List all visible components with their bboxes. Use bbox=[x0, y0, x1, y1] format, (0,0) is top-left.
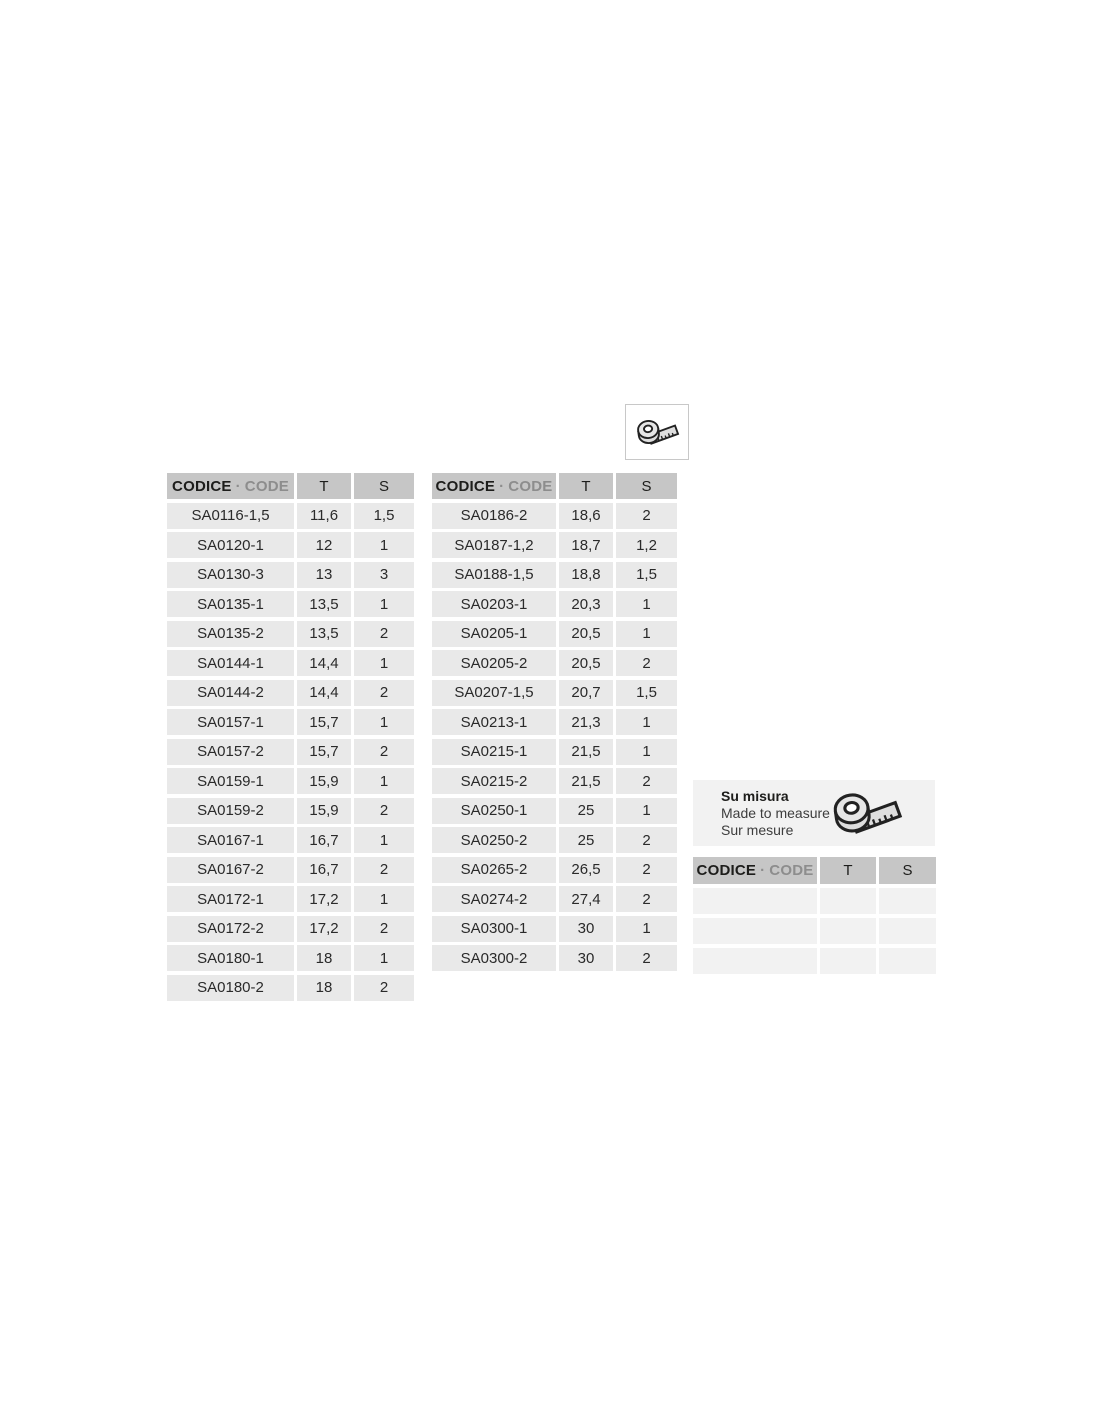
empty-table-row bbox=[693, 918, 936, 944]
table-row bbox=[167, 975, 414, 1001]
t-cell: 16,7 bbox=[297, 857, 351, 883]
table-row bbox=[432, 827, 677, 853]
t-cell: 15,9 bbox=[297, 798, 351, 824]
empty-table-row bbox=[693, 888, 936, 914]
s-cell: 1,5 bbox=[354, 503, 414, 529]
code-cell: SA0207-1,5 bbox=[432, 680, 556, 706]
table-row bbox=[432, 709, 677, 735]
header-separator: · bbox=[235, 477, 241, 495]
t-cell: 15,9 bbox=[297, 768, 351, 794]
made-to-measure-label: Made to measure bbox=[721, 804, 830, 821]
code-cell: SA0167-1 bbox=[167, 827, 294, 853]
t-cell: 18 bbox=[297, 945, 351, 971]
empty-table-row bbox=[693, 948, 936, 974]
s-cell: 1 bbox=[354, 945, 414, 971]
code-cell: SA0215-1 bbox=[432, 739, 556, 765]
table-row bbox=[167, 739, 414, 765]
s-cell: 2 bbox=[616, 857, 677, 883]
table-row bbox=[167, 532, 414, 558]
table-row bbox=[432, 857, 677, 883]
code-cell: SA0180-1 bbox=[167, 945, 294, 971]
measuring-tape-box bbox=[625, 404, 689, 460]
su-misura-label: Su misura bbox=[721, 787, 789, 804]
table-row bbox=[432, 916, 677, 942]
s-cell: 1,5 bbox=[616, 680, 677, 706]
table-row bbox=[432, 886, 677, 912]
s-cell: 2 bbox=[616, 886, 677, 912]
s-header: S bbox=[616, 473, 677, 499]
table-row bbox=[432, 798, 677, 824]
code-cell: SA0180-2 bbox=[167, 975, 294, 1001]
table-header bbox=[432, 473, 677, 499]
s-cell: 2 bbox=[354, 857, 414, 883]
s-cell: 2 bbox=[616, 650, 677, 676]
t-cell: 13,5 bbox=[297, 621, 351, 647]
table-row bbox=[167, 827, 414, 853]
code-cell: SA0135-1 bbox=[167, 591, 294, 617]
made-to-measure-panel bbox=[693, 780, 935, 846]
code-cell: SA0300-2 bbox=[432, 945, 556, 971]
code-cell: SA0300-1 bbox=[432, 916, 556, 942]
s-cell: 2 bbox=[616, 827, 677, 853]
table-row bbox=[167, 650, 414, 676]
t-header: T bbox=[559, 473, 613, 499]
table-row bbox=[432, 768, 677, 794]
s-cell: 1,5 bbox=[616, 562, 677, 588]
table-row bbox=[167, 621, 414, 647]
code-cell: SA0215-2 bbox=[432, 768, 556, 794]
made-to-measure-text bbox=[721, 788, 830, 839]
code-cell: SA0116-1,5 bbox=[167, 503, 294, 529]
s-cell: 1 bbox=[616, 591, 677, 617]
codice-label: CODICE bbox=[172, 477, 232, 495]
s-cell: 2 bbox=[354, 798, 414, 824]
code-cell: SA0159-2 bbox=[167, 798, 294, 824]
table-header bbox=[167, 473, 414, 499]
s-cell: 1 bbox=[354, 827, 414, 853]
table-header bbox=[693, 857, 936, 884]
table-row bbox=[167, 768, 414, 794]
s-cell: 2 bbox=[354, 739, 414, 765]
s-header: S bbox=[354, 473, 414, 499]
t-cell: 27,4 bbox=[559, 886, 613, 912]
code-cell: SA0187-1,2 bbox=[432, 532, 556, 558]
s-cell: 1 bbox=[354, 532, 414, 558]
t-cell: 30 bbox=[559, 945, 613, 971]
t-cell: 20,5 bbox=[559, 650, 613, 676]
s-cell: 1 bbox=[616, 709, 677, 735]
code-cell: SA0186-2 bbox=[432, 503, 556, 529]
s-cell: 2 bbox=[354, 621, 414, 647]
t-cell: 25 bbox=[559, 798, 613, 824]
t-header: T bbox=[820, 857, 876, 884]
t-cell: 12 bbox=[297, 532, 351, 558]
s-cell: 1 bbox=[616, 916, 677, 942]
header-separator: · bbox=[499, 477, 505, 495]
code-cell: SA0188-1,5 bbox=[432, 562, 556, 588]
s-cell: 1 bbox=[354, 650, 414, 676]
code-cell: SA0274-2 bbox=[432, 886, 556, 912]
t-cell: 25 bbox=[559, 827, 613, 853]
s-cell bbox=[879, 918, 936, 944]
codice-label: CODICE bbox=[696, 862, 757, 879]
s-cell: 2 bbox=[616, 503, 677, 529]
t-cell: 18 bbox=[297, 975, 351, 1001]
s-cell: 1 bbox=[354, 709, 414, 735]
t-cell: 18,8 bbox=[559, 562, 613, 588]
s-cell bbox=[879, 948, 936, 974]
s-cell: 1 bbox=[616, 621, 677, 647]
t-cell: 20,3 bbox=[559, 591, 613, 617]
table-row bbox=[167, 709, 414, 735]
s-cell: 2 bbox=[616, 945, 677, 971]
code-cell: SA0157-2 bbox=[167, 739, 294, 765]
s-cell: 1 bbox=[354, 886, 414, 912]
s-cell: 1 bbox=[616, 798, 677, 824]
made-to-measure-table bbox=[693, 857, 936, 974]
code-cell: SA0205-2 bbox=[432, 650, 556, 676]
code-label: CODE bbox=[769, 862, 814, 879]
measuring-tape-icon bbox=[633, 413, 681, 451]
t-cell: 21,3 bbox=[559, 709, 613, 735]
t-cell: 21,5 bbox=[559, 768, 613, 794]
code-cell bbox=[693, 948, 817, 974]
t-cell: 15,7 bbox=[297, 709, 351, 735]
s-cell: 1,2 bbox=[616, 532, 677, 558]
t-cell bbox=[820, 948, 876, 974]
s-cell: 1 bbox=[354, 591, 414, 617]
s-cell: 2 bbox=[616, 768, 677, 794]
table-row bbox=[167, 857, 414, 883]
table-row bbox=[432, 562, 677, 588]
s-cell: 1 bbox=[354, 768, 414, 794]
t-cell: 14,4 bbox=[297, 680, 351, 706]
s-cell: 3 bbox=[354, 562, 414, 588]
size-table-2 bbox=[432, 473, 677, 971]
code-cell: SA0159-1 bbox=[167, 768, 294, 794]
code-cell: SA0205-1 bbox=[432, 621, 556, 647]
t-cell: 11,6 bbox=[297, 503, 351, 529]
s-cell: 1 bbox=[616, 739, 677, 765]
t-cell: 17,2 bbox=[297, 916, 351, 942]
t-cell: 30 bbox=[559, 916, 613, 942]
code-cell: SA0130-3 bbox=[167, 562, 294, 588]
t-cell: 21,5 bbox=[559, 739, 613, 765]
table-row bbox=[432, 532, 677, 558]
t-cell: 20,5 bbox=[559, 621, 613, 647]
code-cell: SA0203-1 bbox=[432, 591, 556, 617]
table-row bbox=[167, 798, 414, 824]
t-cell: 14,4 bbox=[297, 650, 351, 676]
code-cell: SA0120-1 bbox=[167, 532, 294, 558]
code-cell: SA0144-2 bbox=[167, 680, 294, 706]
code-cell: SA0213-1 bbox=[432, 709, 556, 735]
t-cell: 13,5 bbox=[297, 591, 351, 617]
code-cell: SA0172-1 bbox=[167, 886, 294, 912]
measuring-tape-icon bbox=[827, 782, 905, 844]
table-row bbox=[432, 650, 677, 676]
table-row bbox=[432, 739, 677, 765]
t-cell: 17,2 bbox=[297, 886, 351, 912]
codice-code-header bbox=[432, 473, 556, 499]
t-cell: 26,5 bbox=[559, 857, 613, 883]
s-cell: 2 bbox=[354, 916, 414, 942]
t-cell: 16,7 bbox=[297, 827, 351, 853]
table-row bbox=[167, 503, 414, 529]
code-cell: SA0250-2 bbox=[432, 827, 556, 853]
codice-label: CODICE bbox=[435, 477, 496, 495]
code-cell: SA0144-1 bbox=[167, 650, 294, 676]
table-row bbox=[432, 503, 677, 529]
code-cell: SA0265-2 bbox=[432, 857, 556, 883]
t-header: T bbox=[297, 473, 351, 499]
table-row bbox=[167, 886, 414, 912]
table-row bbox=[167, 562, 414, 588]
table-row bbox=[432, 945, 677, 971]
s-cell: 2 bbox=[354, 680, 414, 706]
table-row bbox=[167, 916, 414, 942]
t-cell: 18,7 bbox=[559, 532, 613, 558]
table-row bbox=[167, 591, 414, 617]
table-row bbox=[167, 945, 414, 971]
t-cell: 15,7 bbox=[297, 739, 351, 765]
t-cell bbox=[820, 918, 876, 944]
codice-code-header bbox=[167, 473, 294, 499]
code-cell bbox=[693, 918, 817, 944]
table-row bbox=[432, 591, 677, 617]
code-cell: SA0157-1 bbox=[167, 709, 294, 735]
table-row bbox=[167, 680, 414, 706]
code-label: CODE bbox=[508, 477, 553, 495]
t-cell: 20,7 bbox=[559, 680, 613, 706]
codice-code-header bbox=[693, 857, 817, 884]
code-cell: SA0172-2 bbox=[167, 916, 294, 942]
code-cell: SA0250-1 bbox=[432, 798, 556, 824]
t-cell bbox=[820, 888, 876, 914]
s-cell bbox=[879, 888, 936, 914]
code-cell: SA0135-2 bbox=[167, 621, 294, 647]
s-header: S bbox=[879, 857, 936, 884]
code-cell: SA0167-2 bbox=[167, 857, 294, 883]
s-cell: 2 bbox=[354, 975, 414, 1001]
header-separator: · bbox=[760, 862, 766, 879]
table-row bbox=[432, 680, 677, 706]
code-label: CODE bbox=[244, 477, 289, 495]
t-cell: 13 bbox=[297, 562, 351, 588]
code-cell bbox=[693, 888, 817, 914]
table-row bbox=[432, 621, 677, 647]
t-cell: 18,6 bbox=[559, 503, 613, 529]
size-table-1 bbox=[167, 473, 414, 1001]
sur-mesure-label: Sur mesure bbox=[721, 821, 794, 838]
